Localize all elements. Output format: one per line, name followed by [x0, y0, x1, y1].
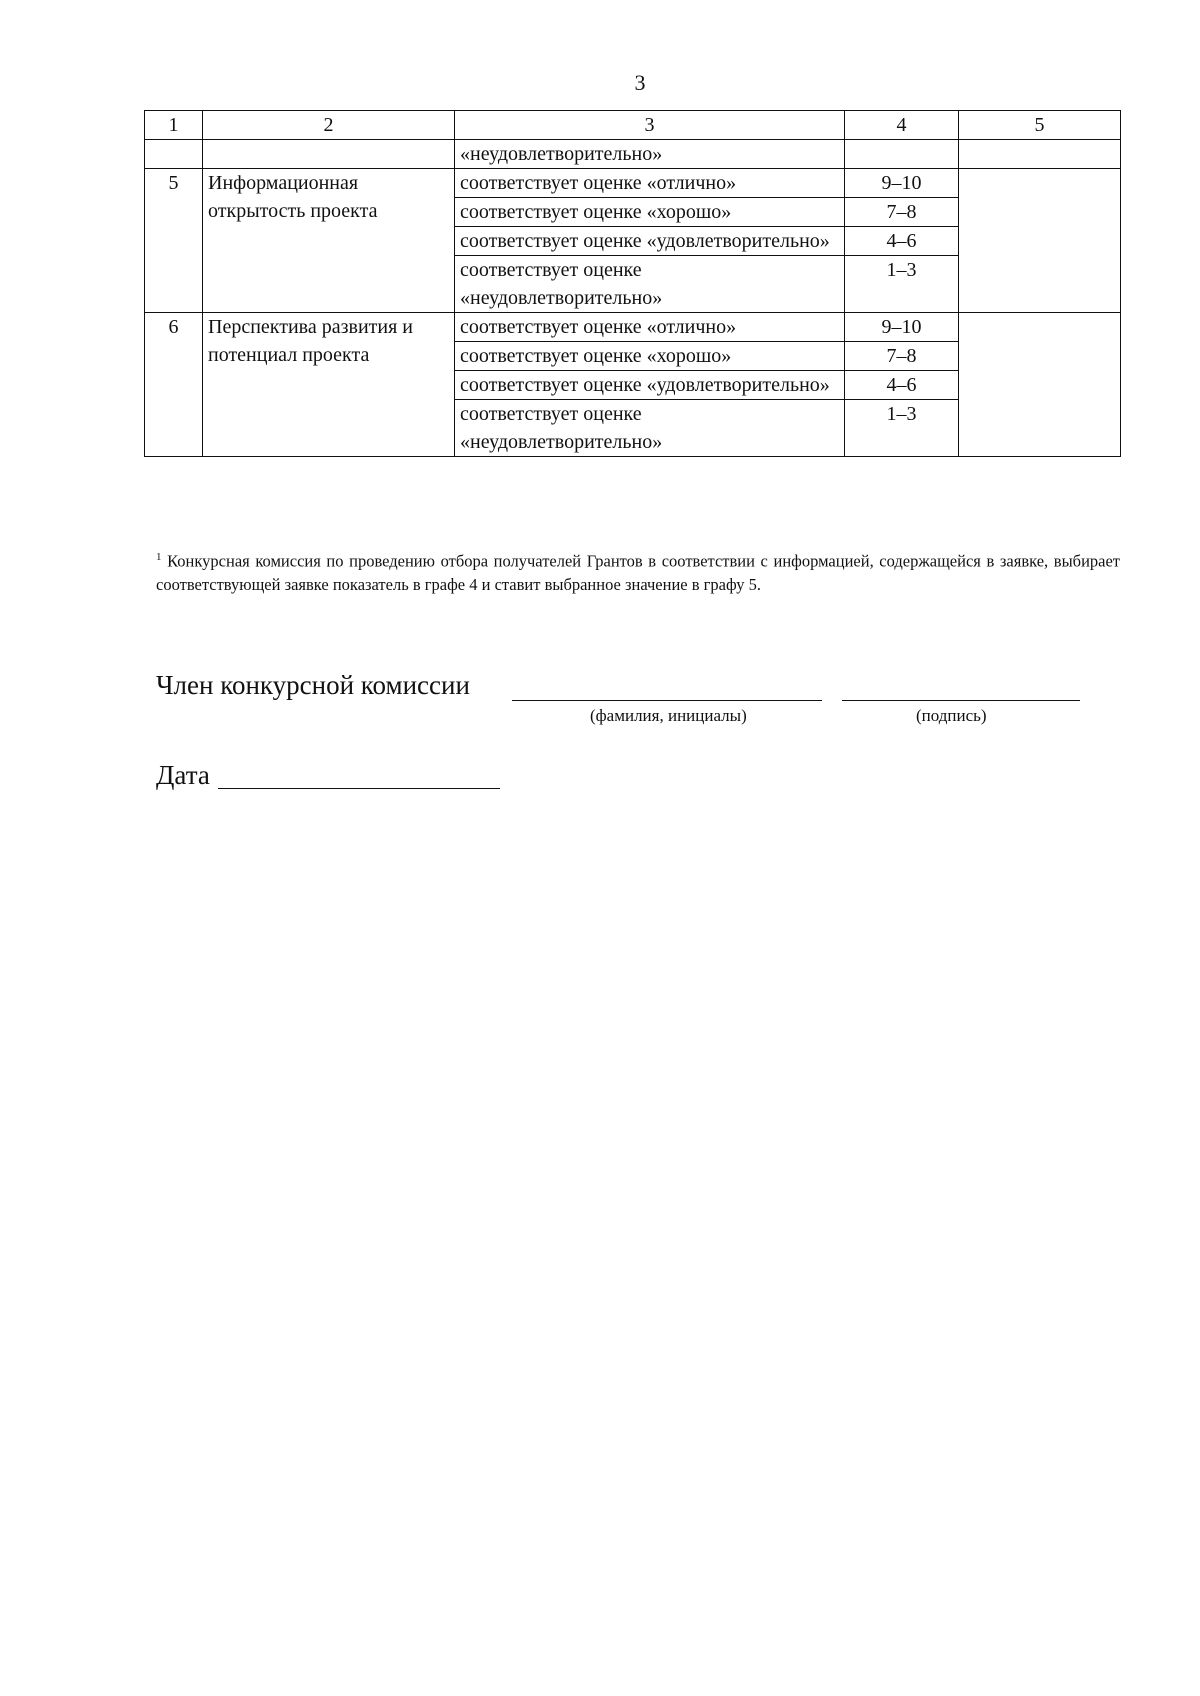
table-row [145, 169, 1121, 198]
table-header-row [145, 111, 1121, 140]
column-header: 3 [455, 111, 845, 140]
table-cell [203, 140, 455, 169]
table-cell [145, 140, 203, 169]
grade-text: «неудовлетворительно» [455, 140, 845, 169]
page-number: 3 [634, 70, 646, 95]
name-line [512, 676, 822, 701]
grade-text: соответствует оценке «неудовлетворительно» [455, 256, 845, 313]
grade-score: 4–6 [845, 227, 959, 256]
column-header: 2 [203, 111, 455, 140]
grade-score: 1–3 [845, 256, 959, 313]
criterion-number: 5 [145, 169, 203, 313]
footnote [156, 546, 1120, 596]
signature-title: Член конкурсной комиссии [156, 670, 470, 700]
criteria-table [144, 110, 1121, 457]
column-header: 1 [145, 111, 203, 140]
signature-caption: (подпись) [916, 706, 987, 725]
date-line [218, 764, 500, 789]
grade-score: 1–3 [845, 400, 959, 457]
grade-text: соответствует оценке «удовлетворительно» [455, 371, 845, 400]
grade-score: 7–8 [845, 342, 959, 371]
grade-text: соответствует оценке «отлично» [455, 169, 845, 198]
column-header: 5 [959, 111, 1121, 140]
grade-text: соответствует оценке «отлично» [455, 313, 845, 342]
grade-score: 9–10 [845, 169, 959, 198]
grade-score: 7–8 [845, 198, 959, 227]
grade-text: соответствует оценке «удовлетворительно» [455, 227, 845, 256]
selected-value-cell [959, 313, 1121, 457]
table-row [145, 313, 1121, 342]
table-cell [845, 140, 959, 169]
table-cell [959, 140, 1121, 169]
grade-score: 4–6 [845, 371, 959, 400]
footnote-text: Конкурсная комиссия по проведению отбора получателей Грантов в соответствии с информацией, содержащейся в заявке, выбирает соответствующей заявке показатель в графе 4 и ставит выбранное значение в графу 5. [156, 551, 1121, 594]
footnote-marker: 1 [156, 551, 162, 563]
grade-text: соответствует оценке «хорошо» [455, 342, 845, 371]
date-label: Дата [156, 760, 210, 790]
column-header: 4 [845, 111, 959, 140]
selected-value-cell [959, 169, 1121, 313]
criterion-name: Информационная открытость проекта [203, 169, 455, 313]
table-row [145, 140, 1121, 169]
criterion-number: 6 [145, 313, 203, 457]
name-caption: (фамилия, инициалы) [590, 706, 747, 725]
grade-text: соответствует оценке «хорошо» [455, 198, 845, 227]
grade-score: 9–10 [845, 313, 959, 342]
criterion-name: Перспектива развития и потенциал проекта [203, 313, 455, 457]
grade-text: соответствует оценке «неудовлетворительно» [455, 400, 845, 457]
signature-line [842, 676, 1080, 701]
